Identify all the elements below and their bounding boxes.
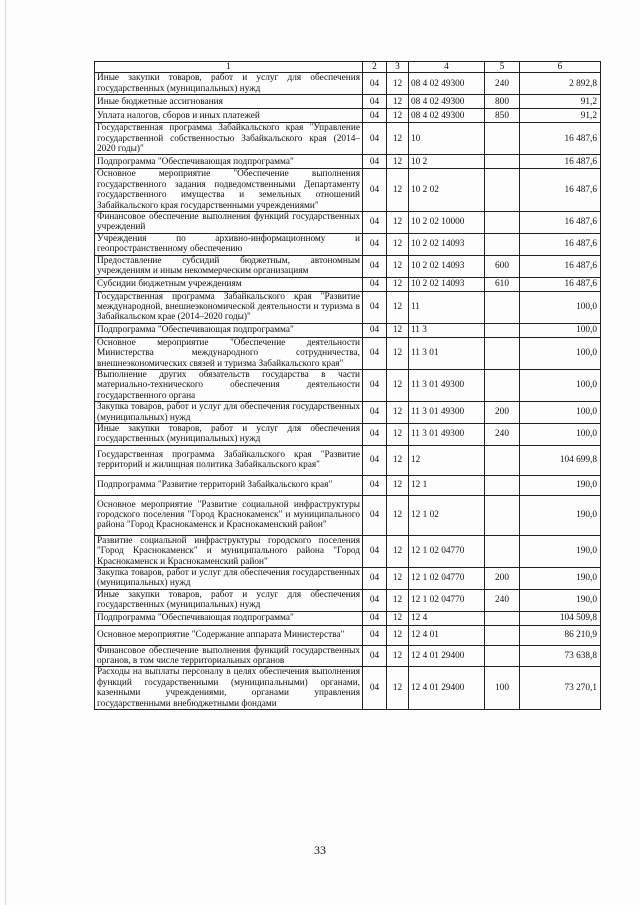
- row-target-code-cell: 11: [409, 291, 485, 323]
- row-expense-type-cell: 240: [485, 423, 520, 445]
- row-expense-type-cell: [485, 212, 520, 234]
- row-subsection-cell: 12: [387, 402, 409, 424]
- table-row: [95, 445, 601, 475]
- table-row: [95, 495, 601, 535]
- scan-edge: [5, 0, 6, 905]
- row-section-cell: 04: [363, 255, 387, 277]
- row-subsection-cell: 12: [387, 337, 409, 369]
- row-name-cell: Государственная программа Забайкальского края "Управление государственной собственностью Забайкальского края (2014–2020 годы)": [95, 123, 363, 155]
- table-body: [95, 73, 601, 710]
- row-target-code-cell: 12 4: [409, 611, 485, 625]
- table-header: [95, 62, 601, 73]
- row-amount-cell: 100,0: [520, 291, 601, 323]
- row-section-cell: 04: [363, 233, 387, 255]
- header-row: [95, 62, 601, 73]
- row-target-code-cell: 08 4 02 49300: [409, 73, 485, 95]
- row-name-cell: Основное мероприятие "Обеспечение выполнения государственного задания подведомственными Департаменту государственного имущества и земельных отношений Забайкальского края государственными учреждениями": [95, 169, 363, 212]
- row-amount-cell: 16 487,6: [520, 212, 601, 234]
- row-subsection-cell: 12: [387, 535, 409, 567]
- row-expense-type-cell: [485, 369, 520, 401]
- row-amount-cell: 16 487,6: [520, 233, 601, 255]
- row-subsection-cell: 12: [387, 73, 409, 95]
- row-expense-type-cell: [485, 445, 520, 475]
- row-target-code-cell: 08 4 02 49300: [409, 95, 485, 109]
- row-name-cell: Финансовое обеспечение выполнения функций государственных органов, в том числе территориальных органов: [95, 645, 363, 667]
- row-subsection-cell: 12: [387, 645, 409, 667]
- row-target-code-cell: 11 3 01 49300: [409, 369, 485, 401]
- row-amount-cell: 91,2: [520, 109, 601, 123]
- row-name-cell: Подпрограмма "Обеспечивающая подпрограмма": [95, 611, 363, 625]
- row-name-cell: Иные закупки товаров, работ и услуг для обеспечения государственных (муниципальных) нужд: [95, 73, 363, 95]
- row-expense-type-cell: [485, 645, 520, 667]
- row-amount-cell: 190,0: [520, 568, 601, 590]
- row-name-cell: Уплата налогов, сборов и иных платежей: [95, 109, 363, 123]
- row-section-cell: 04: [363, 169, 387, 212]
- row-target-code-cell: 10: [409, 123, 485, 155]
- row-subsection-cell: 12: [387, 369, 409, 401]
- table-row: [95, 667, 601, 710]
- row-amount-cell: 16 487,6: [520, 255, 601, 277]
- row-section-cell: 04: [363, 589, 387, 611]
- row-section-cell: 04: [363, 423, 387, 445]
- row-target-code-cell: 11 3: [409, 323, 485, 337]
- row-amount-cell: 91,2: [520, 95, 601, 109]
- row-target-code-cell: 12: [409, 445, 485, 475]
- row-expense-type-cell: 200: [485, 568, 520, 590]
- row-expense-type-cell: 600: [485, 255, 520, 277]
- row-expense-type-cell: 850: [485, 109, 520, 123]
- row-target-code-cell: 12 4 01 29400: [409, 667, 485, 710]
- row-subsection-cell: 12: [387, 95, 409, 109]
- row-expense-type-cell: [485, 169, 520, 212]
- row-section-cell: 04: [363, 475, 387, 495]
- row-amount-cell: 100,0: [520, 337, 601, 369]
- row-target-code-cell: 10 2 02: [409, 169, 485, 212]
- row-name-cell: Подпрограмма "Обеспечивающая подпрограмма": [95, 323, 363, 337]
- table-row: [95, 589, 601, 611]
- row-section-cell: 04: [363, 402, 387, 424]
- row-target-code-cell: 12 1 02 04770: [409, 568, 485, 590]
- row-target-code-cell: 10 2: [409, 155, 485, 169]
- table-row: [95, 233, 601, 255]
- row-expense-type-cell: [485, 233, 520, 255]
- row-name-cell: Расходы на выплаты персоналу в целях обеспечения выполнения функций государственными (муниципальными) органами, казенными учреждениями, органами управления государственными внебюджетными фондами: [95, 667, 363, 710]
- row-target-code-cell: 10 2 02 14093: [409, 233, 485, 255]
- table-row: [95, 369, 601, 401]
- row-subsection-cell: 12: [387, 423, 409, 445]
- row-subsection-cell: 12: [387, 291, 409, 323]
- row-name-cell: Закупка товаров, работ и услуг для обеспечения государственных (муниципальных) нужд: [95, 568, 363, 590]
- row-subsection-cell: 12: [387, 255, 409, 277]
- row-section-cell: 04: [363, 123, 387, 155]
- row-expense-type-cell: 200: [485, 402, 520, 424]
- row-name-cell: Государственная программа Забайкальского края "Развитие международной, внешнеэкономической деятельности и туризма в Забайкальском крае (2014–2020 годы)": [95, 291, 363, 323]
- row-subsection-cell: 12: [387, 277, 409, 291]
- table-row: [95, 155, 601, 169]
- row-section-cell: 04: [363, 109, 387, 123]
- table-row: [95, 109, 601, 123]
- row-section-cell: 04: [363, 645, 387, 667]
- row-expense-type-cell: [485, 495, 520, 535]
- table-row: [95, 402, 601, 424]
- row-name-cell: Развитие социальной инфраструктуры городского поселения "Город Краснокаменск" и муниципального района "Город Краснокаменск и Краснокаменский район": [95, 535, 363, 567]
- row-subsection-cell: 12: [387, 611, 409, 625]
- row-subsection-cell: 12: [387, 495, 409, 535]
- row-subsection-cell: 12: [387, 169, 409, 212]
- row-section-cell: 04: [363, 369, 387, 401]
- row-name-cell: Финансовое обеспечение выполнения функций государственных учреждений: [95, 212, 363, 234]
- row-amount-cell: 100,0: [520, 369, 601, 401]
- row-section-cell: 04: [363, 445, 387, 475]
- row-name-cell: Подпрограмма "Развитие территорий Забайкальского края": [95, 475, 363, 495]
- row-amount-cell: 16 487,6: [520, 277, 601, 291]
- row-expense-type-cell: [485, 123, 520, 155]
- row-subsection-cell: 12: [387, 625, 409, 645]
- row-section-cell: 04: [363, 291, 387, 323]
- row-section-cell: 04: [363, 212, 387, 234]
- row-subsection-cell: 12: [387, 589, 409, 611]
- table-row: [95, 95, 601, 109]
- row-expense-type-cell: [485, 323, 520, 337]
- row-expense-type-cell: 240: [485, 589, 520, 611]
- row-amount-cell: 104 509,8: [520, 611, 601, 625]
- table-row: [95, 123, 601, 155]
- table-row: [95, 169, 601, 212]
- table-row: [95, 337, 601, 369]
- row-name-cell: Государственная программа Забайкальского края "Развитие территорий и жилищная политика Забайкальского края": [95, 445, 363, 475]
- table-row: [95, 625, 601, 645]
- row-name-cell: Выполнение других обязательств государства в части материально-технического обеспечения деятельности государственного органа: [95, 369, 363, 401]
- row-target-code-cell: 10 2 02 14093: [409, 277, 485, 291]
- row-amount-cell: 73 638,8: [520, 645, 601, 667]
- row-target-code-cell: 12 1: [409, 475, 485, 495]
- row-target-code-cell: 11 3 01: [409, 337, 485, 369]
- header-col-4: 4: [409, 62, 485, 73]
- row-amount-cell: 16 487,6: [520, 155, 601, 169]
- row-amount-cell: 100,0: [520, 323, 601, 337]
- row-target-code-cell: 11 3 01 49300: [409, 423, 485, 445]
- row-amount-cell: 86 210,9: [520, 625, 601, 645]
- table-row: [95, 212, 601, 234]
- row-subsection-cell: 12: [387, 233, 409, 255]
- table-row: [95, 73, 601, 95]
- row-amount-cell: 104 699,8: [520, 445, 601, 475]
- row-amount-cell: 16 487,6: [520, 123, 601, 155]
- row-target-code-cell: 12 4 01: [409, 625, 485, 645]
- row-amount-cell: 190,0: [520, 475, 601, 495]
- row-section-cell: 04: [363, 337, 387, 369]
- row-name-cell: Закупка товаров, работ и услуг для обеспечения государственных (муниципальных) нужд: [95, 402, 363, 424]
- row-subsection-cell: 12: [387, 109, 409, 123]
- page-number: 33: [314, 843, 326, 857]
- table-row: [95, 535, 601, 567]
- row-expense-type-cell: 800: [485, 95, 520, 109]
- row-expense-type-cell: [485, 337, 520, 369]
- table-row: [95, 568, 601, 590]
- row-expense-type-cell: [485, 291, 520, 323]
- row-expense-type-cell: 610: [485, 277, 520, 291]
- row-target-code-cell: 12 1 02 04770: [409, 535, 485, 567]
- budget-table: [94, 61, 601, 710]
- table-row: [95, 475, 601, 495]
- row-name-cell: Основное мероприятие "Содержание аппарата Министерства": [95, 625, 363, 645]
- row-name-cell: Подпрограмма "Обеспечивающая подпрограмма": [95, 155, 363, 169]
- row-section-cell: 04: [363, 611, 387, 625]
- row-amount-cell: 2 892,8: [520, 73, 601, 95]
- row-name-cell: Субсидии бюджетным учреждениям: [95, 277, 363, 291]
- row-expense-type-cell: 240: [485, 73, 520, 95]
- row-section-cell: 04: [363, 568, 387, 590]
- row-amount-cell: 100,0: [520, 423, 601, 445]
- row-name-cell: Основное мероприятие "Обеспечение деятельности Министерства международного сотрудничества, внешнеэкономических связей и туризма Забайкальского края": [95, 337, 363, 369]
- table-row: [95, 611, 601, 625]
- row-expense-type-cell: [485, 155, 520, 169]
- row-subsection-cell: 12: [387, 445, 409, 475]
- row-name-cell: Иные закупки товаров, работ и услуг для обеспечения государственных (муниципальных) нужд: [95, 589, 363, 611]
- row-expense-type-cell: [485, 475, 520, 495]
- header-col-6: 6: [520, 62, 601, 73]
- row-target-code-cell: 11 3 01 49300: [409, 402, 485, 424]
- row-subsection-cell: 12: [387, 123, 409, 155]
- table-row: [95, 255, 601, 277]
- row-amount-cell: 16 487,6: [520, 169, 601, 212]
- row-subsection-cell: 12: [387, 568, 409, 590]
- row-name-cell: Иные бюджетные ассигнования: [95, 95, 363, 109]
- header-col-2: 2: [363, 62, 387, 73]
- row-expense-type-cell: [485, 625, 520, 645]
- row-subsection-cell: 12: [387, 475, 409, 495]
- row-subsection-cell: 12: [387, 667, 409, 710]
- row-amount-cell: 190,0: [520, 535, 601, 567]
- header-col-1: 1: [95, 62, 363, 73]
- row-section-cell: 04: [363, 277, 387, 291]
- row-target-code-cell: 12 4 01 29400: [409, 645, 485, 667]
- row-section-cell: 04: [363, 667, 387, 710]
- row-section-cell: 04: [363, 73, 387, 95]
- row-section-cell: 04: [363, 625, 387, 645]
- table-row: [95, 323, 601, 337]
- row-subsection-cell: 12: [387, 155, 409, 169]
- row-subsection-cell: 12: [387, 323, 409, 337]
- row-section-cell: 04: [363, 535, 387, 567]
- row-subsection-cell: 12: [387, 212, 409, 234]
- row-expense-type-cell: [485, 535, 520, 567]
- row-amount-cell: 190,0: [520, 589, 601, 611]
- row-target-code-cell: 10 2 02 10000: [409, 212, 485, 234]
- row-name-cell: Основное мероприятие "Развитие социальной инфраструктуры городского поселения "Город Краснокаменск" и муниципального района "Город Краснокаменск и Краснокаменский район": [95, 495, 363, 535]
- table-row: [95, 277, 601, 291]
- row-expense-type-cell: [485, 611, 520, 625]
- row-target-code-cell: 10 2 02 14093: [409, 255, 485, 277]
- row-amount-cell: 100,0: [520, 402, 601, 424]
- row-amount-cell: 73 270,1: [520, 667, 601, 710]
- header-col-5: 5: [485, 62, 520, 73]
- table-row: [95, 423, 601, 445]
- row-target-code-cell: 12 1 02 04770: [409, 589, 485, 611]
- row-name-cell: Иные закупки товаров, работ и услуг для обеспечения государственных (муниципальных) нужд: [95, 423, 363, 445]
- header-col-3: 3: [387, 62, 409, 73]
- row-section-cell: 04: [363, 95, 387, 109]
- row-section-cell: 04: [363, 495, 387, 535]
- row-amount-cell: 190,0: [520, 495, 601, 535]
- row-name-cell: Учреждения по архивно-информационному и геопространственному обеспечению: [95, 233, 363, 255]
- row-section-cell: 04: [363, 323, 387, 337]
- row-target-code-cell: 08 4 02 49300: [409, 109, 485, 123]
- table-row: [95, 645, 601, 667]
- row-name-cell: Предоставление субсидий бюджетным, автономным учреждениям и иным некоммерческим организациям: [95, 255, 363, 277]
- table-row: [95, 291, 601, 323]
- row-target-code-cell: 12 1 02: [409, 495, 485, 535]
- row-expense-type-cell: 100: [485, 667, 520, 710]
- row-section-cell: 04: [363, 155, 387, 169]
